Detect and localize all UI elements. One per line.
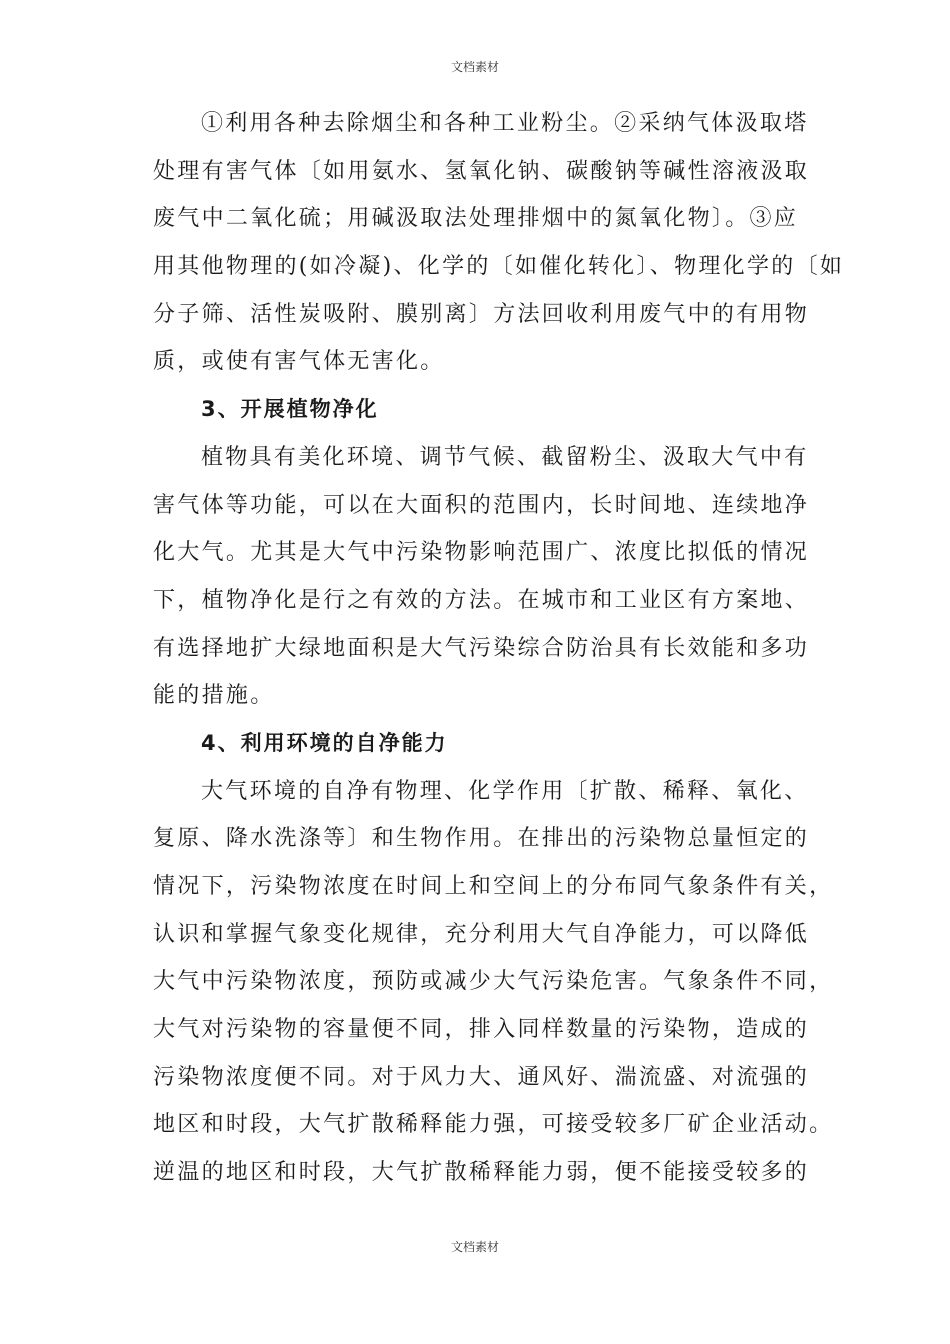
body-line: 污染物浓度便不同。对于风力大、通风好、湍流盛、对流强的 [153,1064,810,1090]
body-line: 处理有害气体〔如用氨水、氢氧化钠、碳酸钠等碱性溶液汲取 [153,158,810,184]
body-line: 认识和掌握气象变化规律，充分利用大气自净能力，可以降低 [153,921,810,947]
body-line: 地区和时段，大气扩散稀释能力强，可接受较多厂矿企业活动。 [153,1112,834,1138]
body-line: 废气中二氧化硫；用碱汲取法处理排烟中的氮氧化物〕。③应 [153,206,799,232]
body-line: 害气体等功能，可以在大面积的范围内，长时间地、连续地净 [153,492,810,518]
body-line: 质，或使有害气体无害化。 [153,349,445,375]
section-heading: 3、开展植物净化 [201,397,379,422]
body-line: 化大气。尤其是大气中污染物影响范围广、浓度比拟低的情况 [153,540,810,566]
body-line: 逆温的地区和时段，大气扩散稀释能力弱，便不能接受较多的 [153,1160,810,1186]
body-line: 大气中污染物浓度，预防或减少大气污染危害。气象条件不同， [153,969,834,995]
page-header: 文档素材 [450,60,499,74]
body-line: 植物具有美化环境、调节气候、截留粉尘、汲取大气中有 [201,444,809,470]
body-line: 用其他物理的(如冷凝)、化学的〔如催化转化〕、物理化学的〔如 [153,254,845,280]
body-line: 大气环境的自净有物理、化学作用〔扩散、稀释、氧化、 [201,778,809,804]
body-line: 有选择地扩大绿地面积是大气污染综合防治具有长效能和多功 [153,635,810,661]
body-line: 下，植物净化是行之有效的方法。在城市和工业区有方案地、 [153,587,810,613]
page-footer: 文档素材 [450,1240,499,1254]
section-heading: 4、利用环境的自净能力 [201,730,448,755]
body-line: 情况下，污染物浓度在时间上和空间上的分布同气象条件有关， [153,874,834,899]
body-line: 分子筛、活性炭吸附、膜别离〕方法回收利用废气中的有用物 [153,301,810,327]
body-line: 能的措施。 [153,683,275,709]
body-line: ①利用各种去除烟尘和各种工业粉尘。②采纳气体汲取塔 [201,111,809,136]
body-line: 大气对污染物的容量便不同，排入同样数量的污染物，造成的 [153,1017,810,1043]
body-line: 复原、降水洗涤等〕和生物作用。在排出的污染物总量恒定的 [153,826,810,852]
document-body [153,100,845,1197]
